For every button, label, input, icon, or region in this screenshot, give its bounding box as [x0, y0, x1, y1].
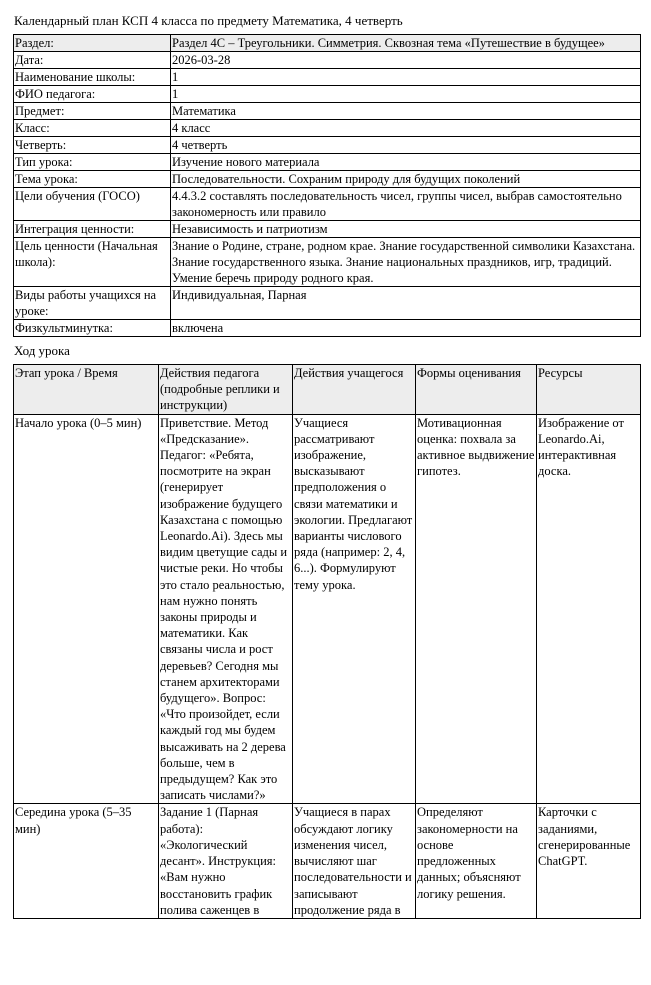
info-value: Независимость и патриотизм: [171, 221, 641, 238]
info-label: Физкультминутка:: [14, 320, 171, 337]
lesson-progress-table: [13, 364, 641, 919]
info-value: 4.4.3.2 составлять последовательность чисел, группы чисел, выбрав самостоятельно закономерность или правило: [171, 188, 641, 221]
info-label: Класс:: [14, 120, 171, 137]
lesson-stage-row: [14, 414, 641, 804]
info-label: ФИО педагога:: [14, 86, 171, 103]
info-value: Индивидуальная, Парная: [171, 287, 641, 320]
info-label: Тип урока:: [14, 154, 171, 171]
lesson-cell: Начало урока (0–5 мин): [14, 414, 159, 804]
info-value: Математика: [171, 103, 641, 120]
lesson-cell: Мотивационная оценка: похвала за активное выдвижение гипотез.: [416, 414, 537, 804]
info-value: 1: [171, 69, 641, 86]
info-row: [14, 120, 641, 137]
info-row: [14, 171, 641, 188]
info-row: [14, 137, 641, 154]
info-value: Изучение нового материала: [171, 154, 641, 171]
column-header: Действия педагога (подробные реплики и инструкции): [159, 365, 293, 415]
info-row: [14, 69, 641, 86]
lesson-cell: Середина урока (5–35 мин): [14, 804, 159, 918]
column-header: Ресурсы: [537, 365, 641, 415]
lesson-stage-row: [14, 804, 641, 918]
info-label: Тема урока:: [14, 171, 171, 188]
info-value: включена: [171, 320, 641, 337]
info-row: [14, 188, 641, 221]
info-label: Дата:: [14, 52, 171, 69]
info-label: Интеграция ценности:: [14, 221, 171, 238]
info-label: Цель ценности (Начальная школа):: [14, 238, 171, 287]
info-row: [14, 221, 641, 238]
lesson-cell: Учащиеся рассматривают изображение, высказывают предположения о связи математики и экологии. Предлагают варианты числового ряда (например: 2, 4, 6...). Формулируют тему урока.: [293, 414, 416, 804]
column-header: Действия учащегося: [293, 365, 416, 415]
lesson-cell: Карточки с заданиями, сгенерированные ChatGPT.: [537, 804, 641, 918]
column-header: Этап урока / Время: [14, 365, 159, 415]
info-label: Четверть:: [14, 137, 171, 154]
info-value: Знание о Родине, стране, родном крае. Знание государственной символики Казахстана. Знание государственного языка. Знание национальных праздников, игр, традиций. Умение беречь природу родного края.: [171, 238, 641, 287]
info-label: Цели обучения (ГОСО): [14, 188, 171, 221]
info-row: [14, 287, 641, 320]
lesson-cell: Учащиеся в парах обсуждают логику изменения чисел, вычисляют шаг последовательности и записывают продолжение ряда в: [293, 804, 416, 918]
info-value: 4 класс: [171, 120, 641, 137]
lesson-info-table: [13, 34, 641, 337]
info-label: Наименование школы:: [14, 69, 171, 86]
info-row: [14, 320, 641, 337]
info-label: Виды работы учащихся на уроке:: [14, 287, 171, 320]
info-row: [14, 238, 641, 287]
info-row: [14, 35, 641, 52]
info-label: Предмет:: [14, 103, 171, 120]
info-value: 4 четверть: [171, 137, 641, 154]
info-row: [14, 103, 641, 120]
lesson-progress-label: Ход урока: [14, 343, 70, 358]
info-label: Раздел:: [14, 35, 171, 52]
lesson-cell: Определяют закономерности на основе предложенных данных; объясняют логику решения.: [416, 804, 537, 918]
lesson-cell: Задание 1 (Парная работа): «Экологический десант». Инструкция: «Вам нужно восстановить график полива саженцев в: [159, 804, 293, 918]
column-header: Формы оценивания: [416, 365, 537, 415]
info-row: [14, 154, 641, 171]
lesson-cell: Приветствие. Метод «Предсказание». Педагог: «Ребята, посмотрите на экран (генерирует изображение будущего Казахстана с помощью Leonardo.Ai). Здесь мы видим цветущие сады и чистые реки. Но чтобы это стало реальностью, нам нужно понять законы природы и математики. Как связаны числа и рост деревьев? Сегодня мы станем архитекторами будущего». Вопрос: «Что произойдет, если каждый год мы будем высаживать на 2 дерева больше, чем в предыдущем? Как это записать числами?»: [159, 414, 293, 804]
lesson-header-row: [14, 365, 641, 415]
info-row: [14, 86, 641, 103]
info-value: 1: [171, 86, 641, 103]
info-value: Раздел 4С – Треугольники. Симметрия. Сквозная тема «Путешествие в будущее»: [171, 35, 641, 52]
lesson-cell: Изображение от Leonardo.Ai, интерактивная доска.: [537, 414, 641, 804]
info-value: Последовательности. Сохраним природу для будущих поколений: [171, 171, 641, 188]
info-row: [14, 52, 641, 69]
info-value: 2026-03-28: [171, 52, 641, 69]
document-title: Календарный план КСП 4 класса по предмету Математика, 4 четверть: [14, 13, 403, 28]
